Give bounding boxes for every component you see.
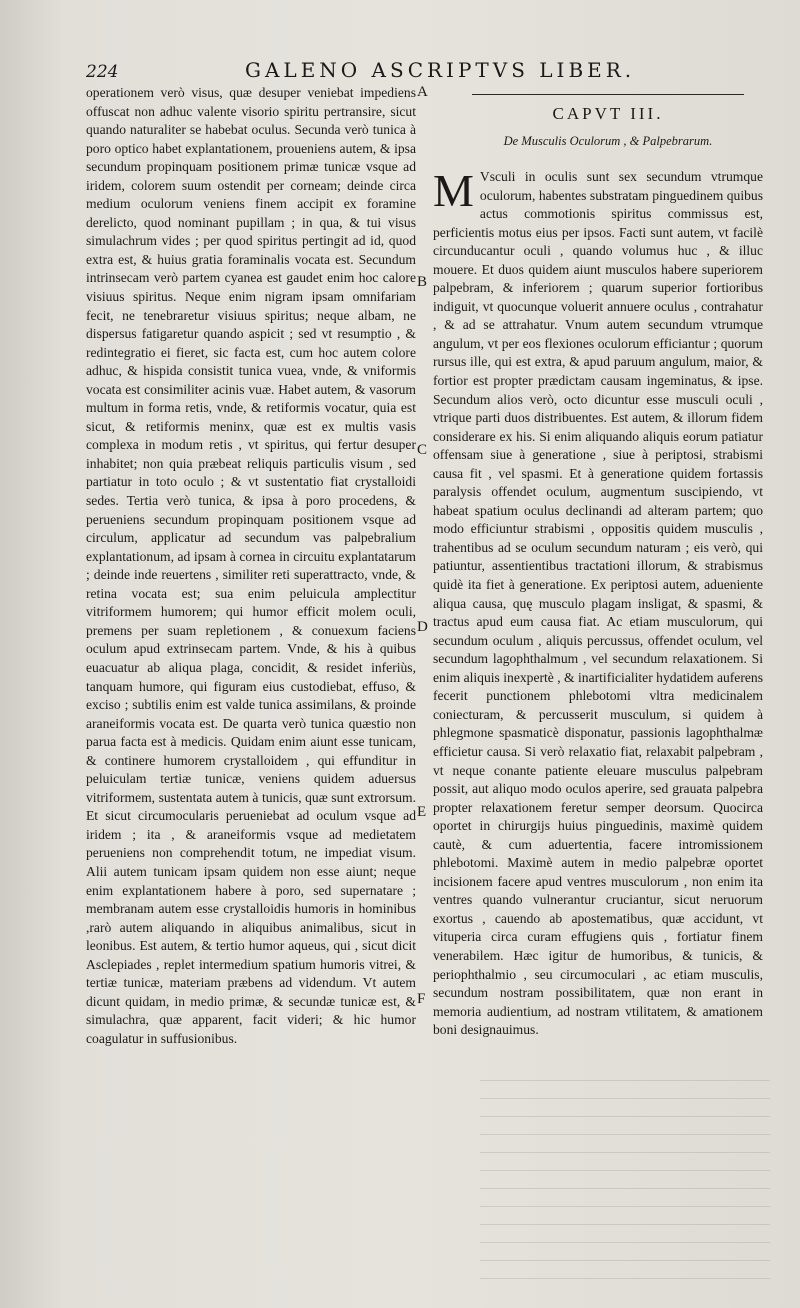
right-column-text: Vsculi in oculis sunt sex secundum vtrumque oculorum, habentes substratam pinguedinem quibus actus commotionis spiritus commissus est, perficientis motus eius per ipsos. Facti sunt autem, vt facilè circunducantur oculi , quando volumus huc , & illuc mouere. Et duos quidem aiunt musculos habere superiorem palpebram, & inferiorem ; quarum superior fortioribus indiguit, vt quocunque voluerit annuere oculus , contrahatur , & ad se attrahatur. Vnum autem secundum vtrumque angulum, vt per eos flexiones oculorum efficiantur ; quorum rursus ille, qui est extra, & apud paruum angulum, maior, & fortior est propter prædictam causam ingeminatus, & ipse. Secundum alios verò, octo dicuntur esse musculi oculi , vtrique parti duos distribuentes. Est autem, & illorum fidem considerare ex his. Si enim aliquando aliquis eorum patiatur offensam siue à generatione , siue à periptosi, strabismi causa fit , vel spasmi. Et à generatione quidem fortassis paralysis offendet oculum, augmentum suscipiendo, vt habeat spatium oculus declinandi ad alteram partem; quo modo efficiuntur strabismi , oppositis quidem musculis , trahentibus ad se oculum secundum naturam ; eis verò, qui patiuntur, assentientibus tractationi illorum, & strabismus quidè ita fiet à generatione. Ex periptosi autem, adueniente aliqua causa, quę musculo plagam insligat, & spasmi, & tractus apud eum causa fiat. Ac etiam musculorum, qui secundum oculum , aliquis percussus, offendet oculum, vel secundum lagophthalmum , vel secundum relaxationem. Si enim aliquis inexpertè , & inartificialiter hydatidem auferens fecerit punctionem phlebotomi vltra medicinalem coniecturam, & percusserit musculum, si quidem à phlegmone spasmaticè disponatur, passionis lagophthalmæ efficietur causa. Si verò relaxatio fiat, relaxabit palpebram , vt neque conante patiente eleuare musculus palpebram possit, aut aliquo modo oculos aperire, sed grauata palpebra propter relaxationem feretur semper deorsum. Quocirca oportet in chirurgijs huius pinguedinis, maximè quidem cautè, & cum aduertentia, facere intromissionem phlebotomi. Maximè autem in medio palpebræ oportet incisionem facere apud ventres musculorum , non enim ita ventres quando vulnerantur cruciantur, sicut neruorum exortus , cauendo ab apostematibus, quæ accidunt, vt vituperia circa curam effugiens quis , fortiatur finem venerabilem. Hæc igitur de humoribus, & tunicis, & periophthalmio , seu circumoculari , ac etiam musculis, secundum nostram possibilitatem, quæ non erant in memoria audientium, ad nostram vtilitatem, & amationem boni designauimus. [433, 169, 763, 1038]
margin-letter-d: D [417, 619, 428, 635]
bleed-through-texture [480, 1080, 770, 1280]
margin-letter-e: E [417, 804, 427, 820]
chapter-subtitle: De Musculis Oculorum , & Palpebrarum. [503, 134, 713, 148]
left-column-text: operationem verò visus, quæ desuper veniebat impediens offuscat non adhuc valente visorio spiritu pertransire, sicut quando naturaliter se habebat oculus. Secunda verò tunica à poro optico habet explantationem, proueniens autem, & ipsa secundum propinquam positionem primæ tunicæ vsque ad iridem, colorem suum ostendit per corneam; deinde circa medium oculorum veniens finem accipit ex foramine derelicto, quod nominant pupillam ; in qua, & tui visus simulachrum vides ; per quod spiritus pertingit ad id, quod extra est, & huius gratia foraminalis vocata est. Secundum intrinsecam verò partem cyanea est gaudet enim hoc calore visiuus spiritus. Neque enim nigram ipsam omnifariam fecit, ne tenebraretur visiuus spiritus; neque albam, ne dispersus fatigaretur quando aspicit ; sed vt resumptio , & redintegratio ei fieret, sic facta est, cum hoc autem colore adhuc, & hispida consistit tunica vuea, vnde, & vniformis vocata est consimiliter acinis vuæ. Habet autem, & vasorum multum in forma retis, vnde, & retiformis vocatur, quia est sicut, & retiformis meninx, quæ est ex multis vasis complexa in modum retis , vt spiritus, qui fertur desuper inhabitet; non quia præbeat reliquis particulis visum , sed partiatur in toto oculo ; & vt sustentatio fiat crystalloidi sedes. Tertia verò tunica, & ipsa à poro procedens, & perueniens secundum propinquam positionem vsque ad circulum, applicatur ad secundum vas palpebralium explantationum, ad ipsam à cornea in circuitu explantatarum ; deinde inde reuertens , similiter reti superattracto, vnde, & retina vocata est; sua enim peluicula amplectitur vitriformem humorem; qui humor efficit molem oculi, premens per suam repletionem , & conuexum faciens oculum apud extrinsecam partem. Vnde, & his à quibus euacuatur ab aliqua plaga, concidit, & residet inferiùs, tanquam humore, qui figuram eius custodiebat, effuso, & exciso ; subtilis enim est valde tunica assimilans, & proinde araneiformis vocata est. De quarta verò tunica quæstio non parua facta est à medicis. Quidam enim aiunt esse tunicam, & continere humorem crystalloidem , qui effunditur in peluiculam tertiæ tunicæ, veniens quidem aduersus vitriformem, sustentata autem à tunicis, quæ sunt extrorsum. Et sicut circumocularis perueniebat ad oculum vsque ad iridem ; ita , & araneiformis vsque ad medietatem perueniens non comprehendit totum, ne impediat visum. Alii autem tunicam ipsam quidem non esse aiunt; neque enim explantationem habere à poro, sed supernatare ; membranam autem esse crystalloidis humoris in hominibus ,rarò autem aliquando in aliquibus animalibus, sicut in leonibus. Est autem, & tertio humor aqueus, qui , sicut dicit Asclepiades , replet intermedium spatium humoris vitrei, & tertiæ tunicæ, materiam præbens ad videndum. Vt autem dicunt quidam, in medio primæ, & secundæ tunicæ est, & simulachra, quæ apparent, facit videri; & hic humor coagulatur in suffusionibus. [86, 85, 416, 1046]
chapter-title: CAPVT III. [552, 104, 664, 123]
drop-cap: M [433, 165, 474, 216]
header-rule [472, 94, 744, 95]
margin-letter-c: C [417, 442, 428, 458]
right-column-paragraph [433, 165, 763, 1040]
margin-letter-f: F [417, 991, 426, 1007]
margin-letter-b: B [417, 274, 428, 290]
right-column [433, 165, 763, 1040]
page-number: 224 [86, 62, 119, 82]
margin-letter-a: A [417, 84, 428, 100]
running-head: GALENO ASCRIPTVS LIBER. [245, 58, 636, 82]
left-column [86, 84, 416, 1048]
